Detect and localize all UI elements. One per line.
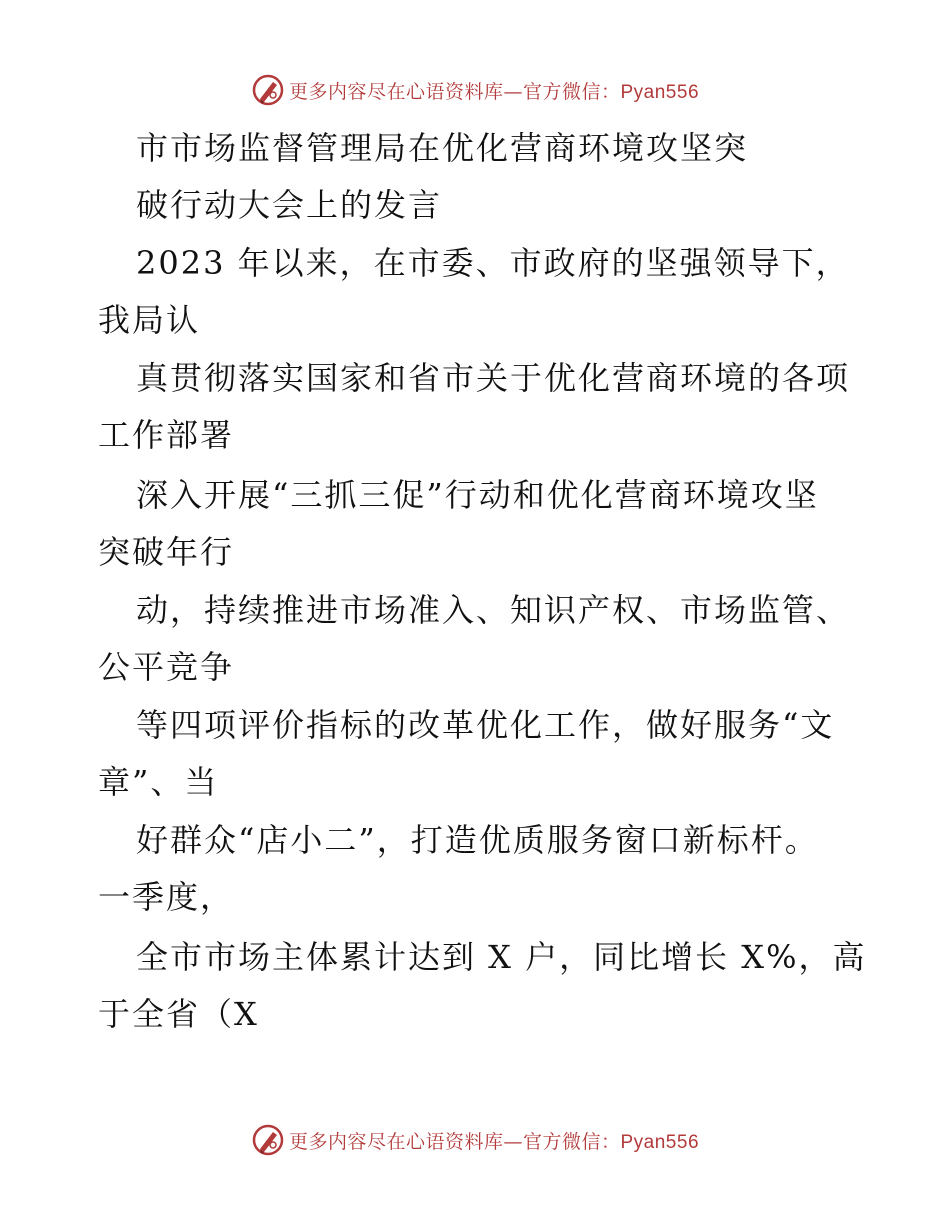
watermark-text: 更多内容尽在心语资料库—官方微信：Pyan556 xyxy=(288,80,700,103)
paragraph-line: 深入开展“三抓三促”行动和优化营商环境攻坚 xyxy=(136,476,819,514)
paragraph-line: 好群众“店小二”，打造优质服务窗口新标杆。 xyxy=(136,821,819,859)
title-line-1: 市市场监督管理局在优化营商环境攻坚突 xyxy=(136,129,749,167)
paragraph-line: 我局认 xyxy=(98,301,201,339)
paragraph-line: 公平竞争 xyxy=(98,648,235,686)
paragraph-line: 工作部署 xyxy=(98,416,235,454)
paragraph-line: 于全省（X xyxy=(98,995,259,1033)
title-line-2: 破行动大会上的发言 xyxy=(136,186,443,224)
paragraph-line: 动，持续推进市场准入、知识产权、市场监管、 xyxy=(136,591,851,629)
pen-logo-icon xyxy=(251,1123,285,1157)
paragraph-line: 一季度， xyxy=(98,878,235,916)
paragraph-line: 真贯彻落实国家和省市关于优化营商环境的各项 xyxy=(136,359,851,397)
paragraph-line: 2023 年以来，在市委、市政府的坚强领导下， xyxy=(136,244,850,282)
paragraph-line: 章”、当 xyxy=(98,763,219,801)
header-watermark xyxy=(0,70,950,110)
paragraph-line: 等四项评价指标的改革优化工作，做好服务“文 xyxy=(136,706,835,744)
watermark-handle: Pyan556 xyxy=(620,81,700,103)
footer-watermark xyxy=(0,1120,950,1160)
paragraph-line: 突破年行 xyxy=(98,533,235,571)
paragraph-line: 全市市场主体累计达到 X 户，同比增长 X%，高 xyxy=(136,938,867,976)
pen-logo-icon xyxy=(251,73,285,107)
watermark-handle: Pyan556 xyxy=(620,1131,700,1153)
watermark-text: 更多内容尽在心语资料库—官方微信：Pyan556 xyxy=(288,1130,700,1153)
